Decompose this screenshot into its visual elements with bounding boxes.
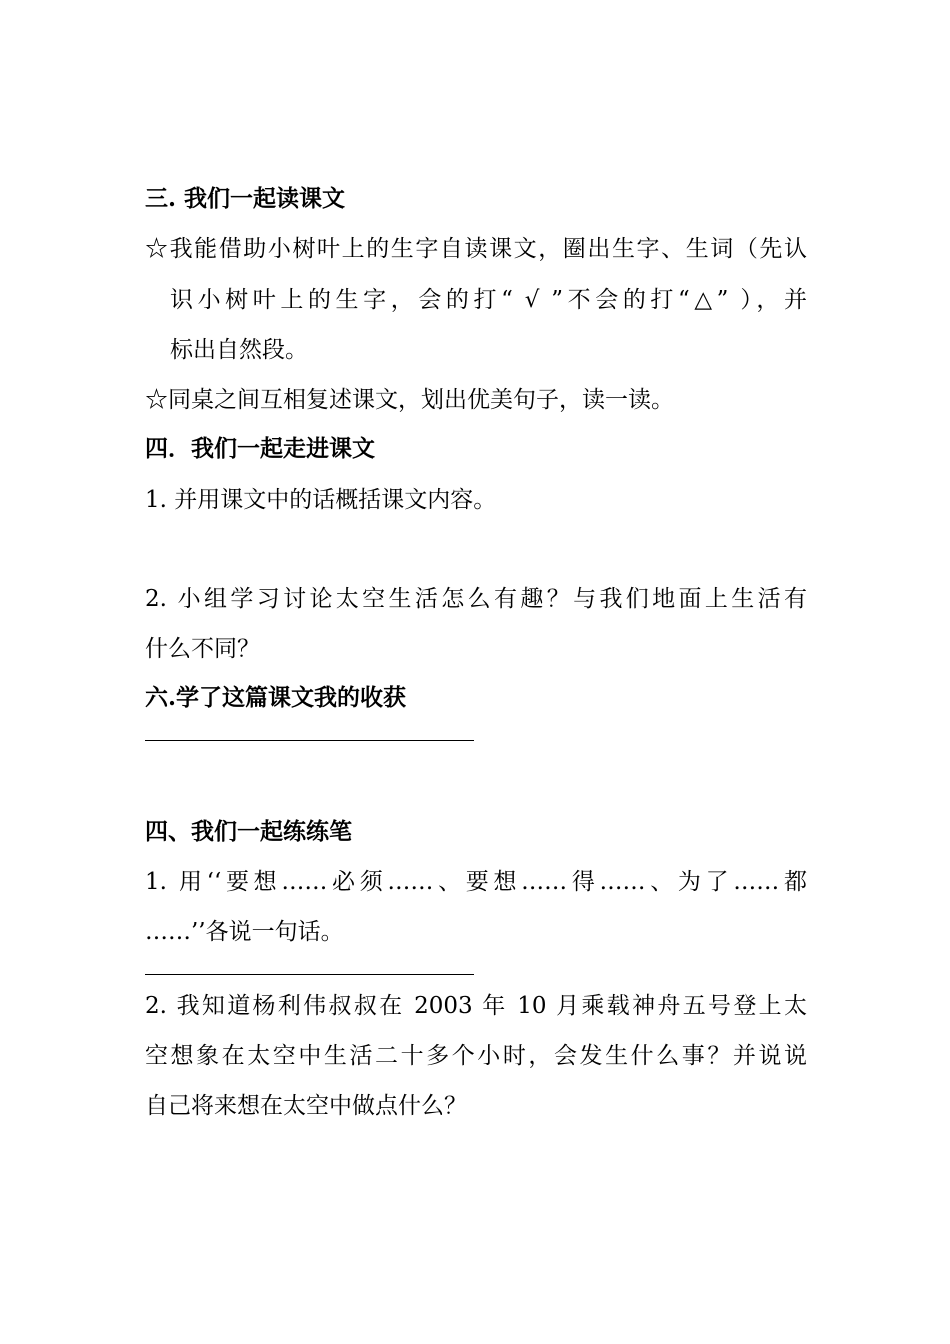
- section-3-item-1-line-2: 识小树叶上的生字，会的打“ √ ”不会的打“△” ），并: [170, 287, 807, 313]
- section-3-item-1-line-3: 标出自然段。: [170, 337, 308, 363]
- section-4-heading: 四．我们一起走进课文: [145, 435, 375, 462]
- section-3-item-1-line-1: ☆我能借助小树叶上的生字自读课文，圈出生字、生词（先认: [145, 236, 807, 262]
- answer-underline-2: [145, 974, 474, 975]
- practice-question-1-line-1: 1. 用‘‘要想……必须……、要想……得……、为了……都: [145, 869, 807, 895]
- answer-underline-1: [145, 740, 474, 741]
- section-practice-heading: 四、我们一起练练笔: [145, 818, 352, 845]
- practice-question-2-line-1: 2. 我知道杨利伟叔叔在 2003 年 10 月乘载神舟五号登上太: [145, 993, 807, 1019]
- section-6-heading: 六.学了这篇课文我的收获: [145, 684, 407, 711]
- worksheet-page: [145, 0, 807, 1344]
- section-4-question-2-line-1: 2. 小组学习讨论太空生活怎么有趣？与我们地面上生活有: [145, 586, 807, 612]
- practice-question-2-line-3: 自己将来想在太空中做点什么？: [145, 1093, 467, 1119]
- section-4-question-1: 1. 并用课文中的话概括课文内容。: [145, 487, 497, 513]
- practice-question-2-line-2: 空想象在太空中生活二十多个小时，会发生什么事？并说说: [145, 1043, 807, 1069]
- practice-question-1-line-2: ……’’各说一句话。: [145, 919, 344, 945]
- section-4-question-2-line-2: 什么不同？: [145, 636, 260, 662]
- section-3-item-2: ☆同桌之间互相复述课文，划出优美句子，读一读。: [145, 387, 674, 413]
- section-3-heading: 三. 我们一起读课文: [145, 185, 346, 212]
